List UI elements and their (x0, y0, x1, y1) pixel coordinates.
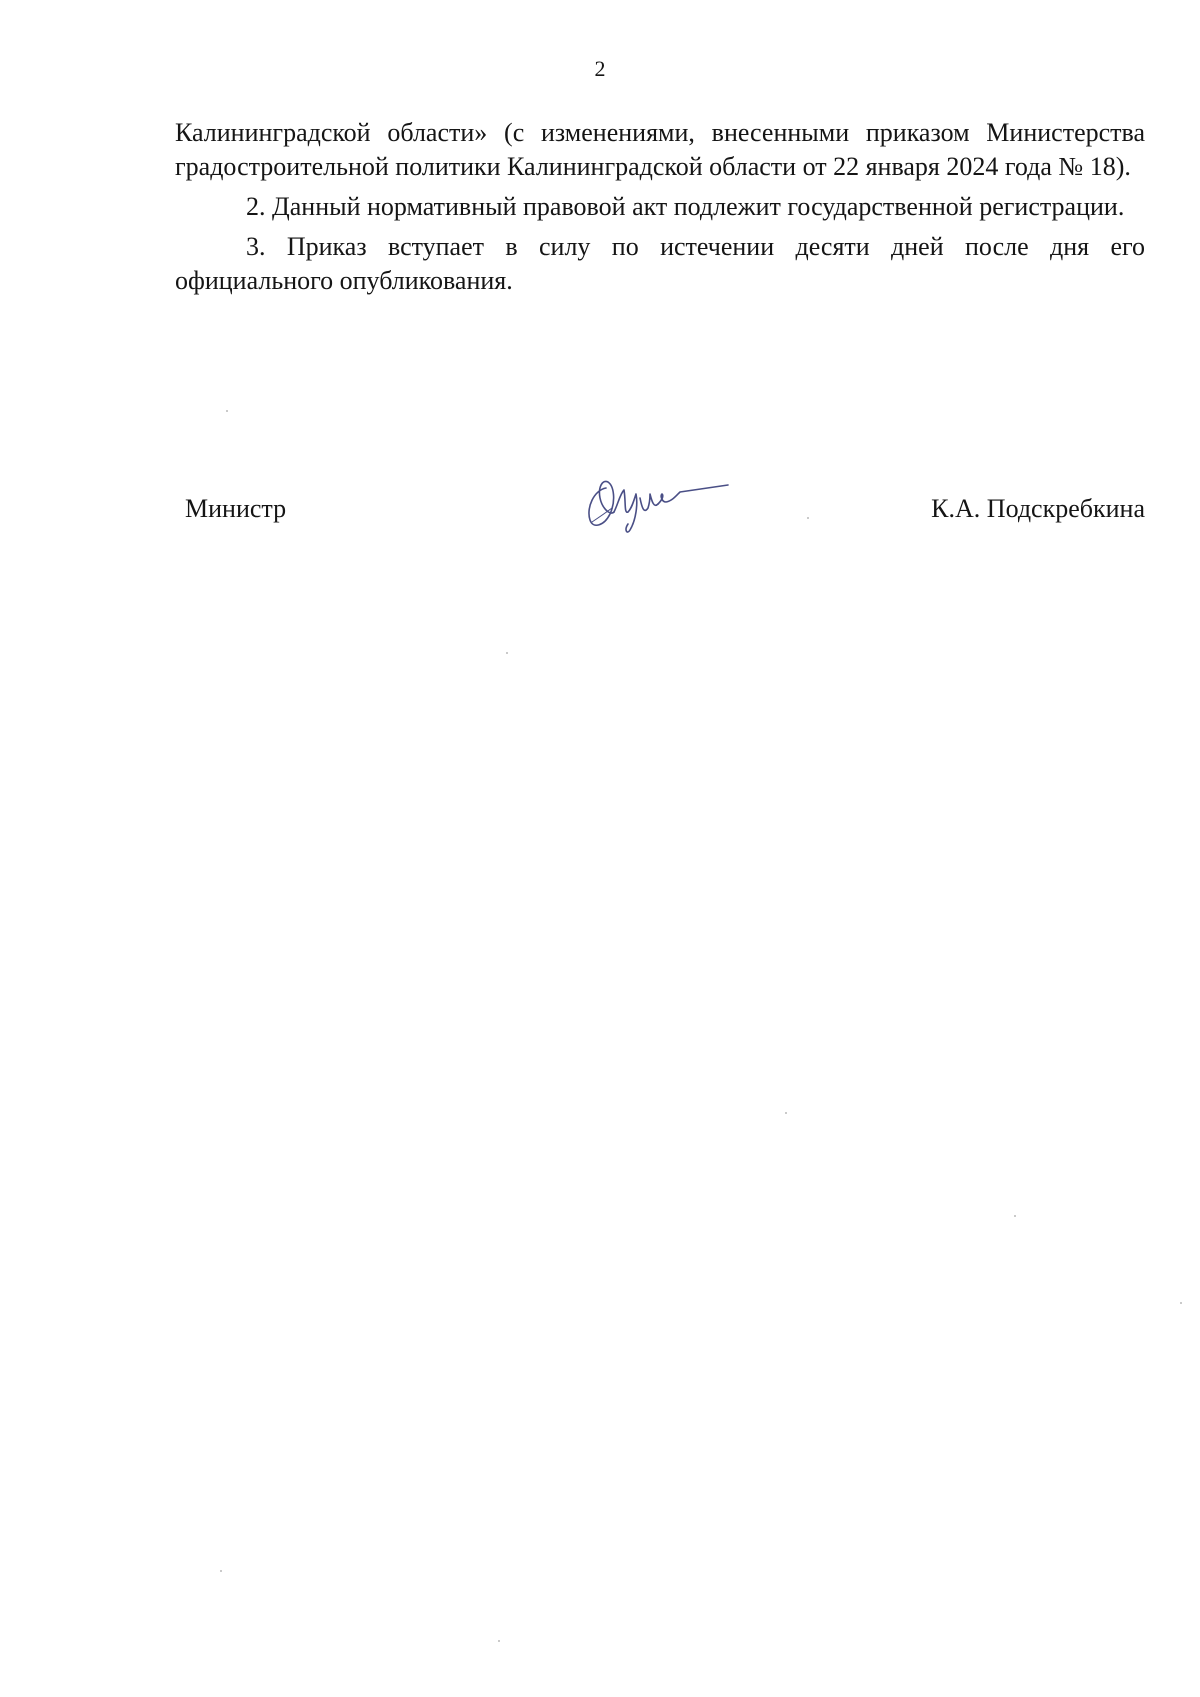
signer-position: Министр (185, 494, 287, 523)
page-number: 2 (594, 56, 606, 81)
document-body (175, 116, 1145, 304)
scan-speck (226, 410, 228, 412)
paragraph-registration: 2. Данный нормативный правовой акт подлежит государственной регистрации. (246, 192, 1125, 221)
scan-speck (220, 1570, 222, 1572)
scan-speck (1180, 1302, 1182, 1304)
handwritten-signature (580, 468, 740, 538)
paragraph-entry-into-force: 3. Приказ вступает в силу по истечении десяти дней после дня его официального опубликования. (175, 232, 1145, 295)
paragraph-continuation: Калининградской области» (с изменениями, внесенными приказом Министерства градостроительной политики Калининградской области от 22 января 2024 года № 18). (175, 118, 1145, 181)
scan-speck (506, 652, 508, 654)
scan-speck (1014, 1215, 1016, 1217)
scan-speck (498, 1640, 500, 1642)
scan-speck (807, 517, 809, 519)
signer-name: К.А. Подскребкина (931, 494, 1145, 523)
scan-speck (785, 1112, 787, 1114)
